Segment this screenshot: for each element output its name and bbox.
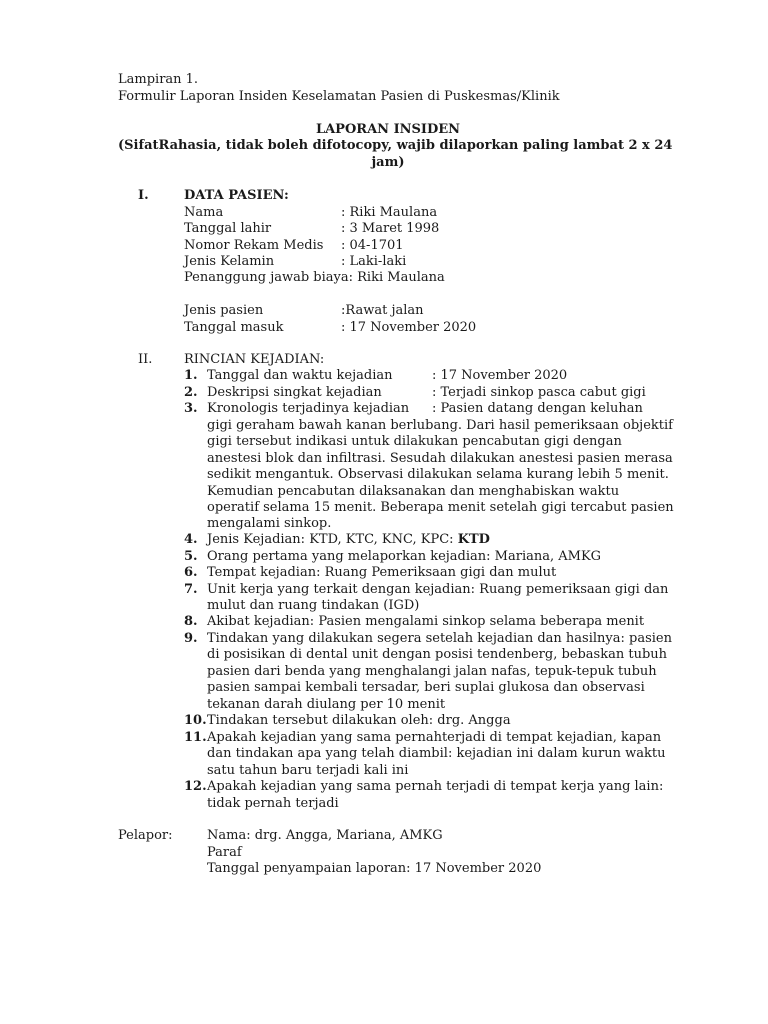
recurrence-same-place-line: dan tindakan apa yang telah diambil: kejadian ini dalam kurun waktu xyxy=(207,746,666,761)
chronology-label: Kronologis terjadinya kejadian xyxy=(207,401,410,416)
incident-datetime-label: Tanggal dan waktu kejadian xyxy=(207,368,393,383)
patient-name-label: Nama xyxy=(184,205,224,220)
reporter-name: Nama: drg. Angga, Mariana, AMKG xyxy=(207,828,443,843)
item-number: 3. xyxy=(184,401,198,416)
incident-consequence: Akibat kejadian: Pasien mengalami sinkop selama beberapa menit xyxy=(207,614,645,629)
chronology-line: Kemudian pencabutan dilaksanakan dan menghabiskan waktu xyxy=(207,484,620,499)
chronology-line: anestesi blok dan infiltrasi. Sesudah dilakukan anestesi pasien merasa xyxy=(207,451,673,466)
item-number: 8. xyxy=(184,614,198,629)
incident-description-label: Deskripsi singkat kejadian xyxy=(207,385,382,400)
patient-type-value: :Rawat jalan xyxy=(341,303,424,318)
patient-name-value: : Riki Maulana xyxy=(341,205,438,220)
action-taken-line: di posisikan di dental unit dengan posisi tendenberg, bebaskan tubuh xyxy=(207,647,668,662)
chronology-value: : Pasien datang dengan keluhan xyxy=(432,401,643,416)
report-title: LAPORAN INSIDEN xyxy=(315,122,461,137)
incident-location: Tempat kejadian: Ruang Pemeriksaan gigi dan mulut xyxy=(207,565,557,580)
admission-date-label: Tanggal masuk xyxy=(184,320,284,335)
admission-date-value: : 17 November 2020 xyxy=(341,320,477,335)
chronology-line: mengalami sinkop. xyxy=(207,516,332,531)
patient-type-label: Jenis pasien xyxy=(184,303,264,318)
chronology-line: gigi tersebut indikasi untuk dilakukan pencabutan gigi dengan xyxy=(207,434,622,449)
report-subtitle-line1: (SifatRahasia, tidak boleh difotocopy, wajib dilaporkan paling lambat 2 x 24 xyxy=(118,138,673,153)
action-taken-line: pasien sampai kembali tersadar, beri suplai glukosa dan observasi xyxy=(207,680,645,695)
first-reporter: Orang pertama yang melaporkan kejadian: Mariana, AMKG xyxy=(207,549,602,564)
incident-type-value: KTD xyxy=(457,532,490,547)
action-taken-line: tekanan darah diulang per 10 menit xyxy=(207,697,446,712)
reporter-label: Pelapor: xyxy=(118,828,173,843)
chronology-line: sedikit mengantuk. Observasi dilakukan selama kurang lebih 5 menit. xyxy=(207,467,669,482)
recurrence-same-place-line: satu tahun baru terjadi kali ini xyxy=(207,763,409,778)
item-number: 1. xyxy=(184,368,198,383)
item-number: 4. xyxy=(184,532,198,547)
item-number: 6. xyxy=(184,565,198,580)
incident-type-label: Jenis Kejadian: KTD, KTC, KNC, KPC: xyxy=(207,532,458,547)
gender-value: : Laki-laki xyxy=(341,254,407,269)
report-subtitle-line2: jam) xyxy=(371,155,405,170)
gender-label: Jenis Kelamin xyxy=(184,254,275,269)
related-unit-line: mulut dan ruang tindakan (IGD) xyxy=(207,598,420,613)
item-number: 5. xyxy=(184,549,198,564)
birth-date-label: Tanggal lahir xyxy=(184,221,272,236)
birth-date-value: : 3 Maret 1998 xyxy=(341,221,440,236)
report-date: Tanggal penyampaian laporan: 17 November 2020 xyxy=(207,861,542,876)
payer-row: Penanggung jawab biaya: Riki Maulana xyxy=(184,270,445,285)
recurrence-other-place-line: tidak pernah terjadi xyxy=(207,796,339,811)
section2-heading: RINCIAN KEJADIAN: xyxy=(184,352,325,367)
incident-type xyxy=(207,532,490,548)
chronology-line: operatif selama 15 menit. Beberapa menit setelah gigi tercabut pasien xyxy=(207,500,674,515)
section2-numeral: II. xyxy=(138,352,153,367)
incident-datetime-value: : 17 November 2020 xyxy=(432,368,568,383)
action-taken-line: Tindakan yang dilakukan segera setelah kejadian dan hasilnya: pasien xyxy=(207,631,672,646)
item-number: 10. xyxy=(184,713,207,728)
item-number: 12. xyxy=(184,779,207,794)
item-number: 2. xyxy=(184,385,198,400)
medical-record-value: : 04-1701 xyxy=(341,238,404,253)
action-taken-line: pasien dari benda yang menghalangi jalan nafas, tepuk-tepuk tubuh xyxy=(207,664,657,679)
signature-label: Paraf xyxy=(207,845,242,860)
recurrence-same-place-line: Apakah kejadian yang sama pernahterjadi di tempat kejadian, kapan xyxy=(207,730,662,745)
related-unit-line: Unit kerja yang terkait dengan kejadian: Ruang pemeriksaan gigi dan xyxy=(207,582,669,597)
form-title: Formulir Laporan Insiden Keselamatan Pasien di Puskesmas/Klinik xyxy=(118,89,560,104)
recurrence-other-place-line: Apakah kejadian yang sama pernah terjadi di tempat kerja yang lain: xyxy=(207,779,664,794)
attachment-label: Lampiran 1. xyxy=(118,72,199,87)
section1-numeral: I. xyxy=(138,188,149,203)
item-number: 9. xyxy=(184,631,198,646)
action-performed-by: Tindakan tersebut dilakukan oleh: drg. Angga xyxy=(207,713,511,728)
section1-heading: DATA PASIEN: xyxy=(184,188,289,203)
incident-description-value: : Terjadi sinkop pasca cabut gigi xyxy=(432,385,646,400)
medical-record-label: Nomor Rekam Medis xyxy=(184,238,324,253)
chronology-line: gigi geraham bawah kanan berlubang. Dari hasil pemeriksaan objektif xyxy=(207,418,673,433)
item-number: 11. xyxy=(184,730,207,745)
item-number: 7. xyxy=(184,582,198,597)
